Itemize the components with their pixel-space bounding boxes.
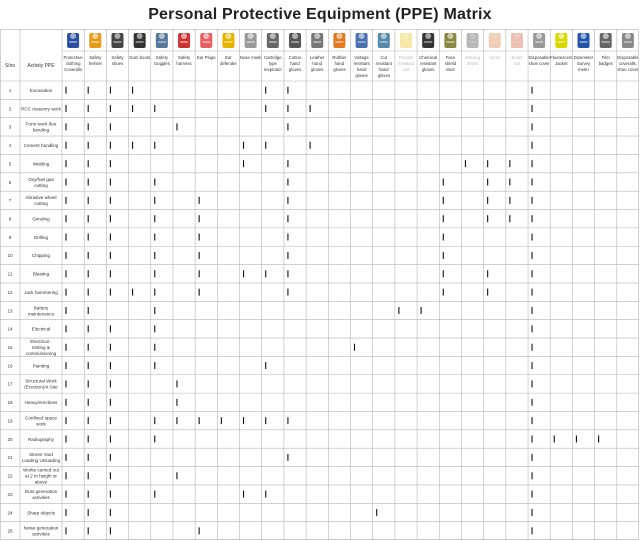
activity-label: Battery maintenance <box>27 305 55 317</box>
respirator-icon <box>267 33 279 48</box>
welding-shield-icon <box>467 33 479 48</box>
row-number: 2 <box>8 106 12 112</box>
face-shield-icon <box>444 33 456 48</box>
activity-label: Abrasive wheel cutting <box>25 195 57 207</box>
activity-label: Radiography <box>27 436 55 442</box>
dust-mask-icon <box>245 33 257 48</box>
activity-label: Confined space work <box>25 415 57 427</box>
leather-gloves-icon <box>311 33 323 48</box>
page-title: Personal Protective Equipment (PPE) Matrix <box>148 6 492 23</box>
ppe-column-label: Chemical resistant gloves <box>419 55 438 72</box>
table-background <box>0 29 639 540</box>
row-number: 9 <box>8 234 12 240</box>
row-number: 24 <box>7 510 13 516</box>
apron-icon <box>489 33 501 48</box>
row-number: 21 <box>7 455 13 461</box>
ppe-column-label: Gum boots <box>129 55 151 60</box>
activity-label: Painting <box>32 363 50 369</box>
row-number: 6 <box>8 179 12 185</box>
suit-icon <box>400 33 412 48</box>
activity-label: Heavy/erections <box>24 400 58 406</box>
row-number: 23 <box>7 491 13 497</box>
row-number: 12 <box>7 289 13 295</box>
ppe-matrix-table <box>0 29 639 540</box>
activity-label: Jack hammering <box>24 289 58 295</box>
activity-label: Stores Yard Loading Unloading <box>21 452 61 464</box>
ppe-column-label: Apron <box>489 55 501 60</box>
row-number: 8 <box>8 216 12 222</box>
ppe-column-label: Leather hand gloves <box>309 55 325 72</box>
row-number: 18 <box>7 400 13 406</box>
rubber-gloves-icon <box>333 33 345 48</box>
row-number: 10 <box>7 253 13 259</box>
ppe-column-label: Rubber hand gloves <box>332 55 347 72</box>
row-number: 5 <box>8 161 12 167</box>
film-badge-icon <box>600 33 612 48</box>
row-number: 19 <box>7 418 13 424</box>
harness-icon <box>178 33 190 48</box>
safety-shoe-icon <box>111 33 123 48</box>
activity-label: Excavation <box>29 87 53 93</box>
ppe-column-label: Safety shoes <box>111 55 124 66</box>
row-number: 13 <box>7 308 13 314</box>
row-number: 1 <box>8 87 12 93</box>
ppe-column-label: Fluorescent Jacket <box>550 55 573 66</box>
row-number: 25 <box>7 528 13 534</box>
activity-label: Drilling <box>33 234 49 240</box>
activity-label: Blasting <box>32 271 50 277</box>
activity-label: Noise generation activities <box>23 525 59 537</box>
activity-label: Dust generation activities <box>24 488 58 500</box>
activity-label: Oxy/fuel gas cutting <box>28 176 54 188</box>
ppe-column-label: Welding Shield <box>464 55 481 66</box>
fluorescent-jacket-icon <box>555 33 567 48</box>
coverall-icon <box>67 33 79 48</box>
activity-label: Welding <box>32 161 50 167</box>
row-number: 20 <box>7 436 13 442</box>
activity-header: Activity PPE <box>27 63 55 69</box>
row-number: 16 <box>7 363 13 369</box>
row-number: 15 <box>7 345 13 351</box>
ppe-column-label: Nose mask <box>239 55 262 60</box>
cotton-gloves-icon <box>289 33 301 48</box>
row-number: 7 <box>8 198 12 204</box>
chemical-gloves-icon <box>422 33 434 48</box>
ear-defender-icon <box>222 33 234 48</box>
row-number: 4 <box>8 143 12 149</box>
ppe-column-label: Boiler suit <box>511 55 523 66</box>
activity-label: RCC masonry work <box>21 106 61 112</box>
row-number: 3 <box>8 124 12 130</box>
row-number: 11 <box>7 271 13 277</box>
ppe-column-label: Ear defender <box>219 55 237 66</box>
ppe-column-label: Safety helmet <box>88 55 102 66</box>
activity-label: Chipping <box>31 253 51 259</box>
ppe-column-label: Dosimeter Survey meter <box>573 55 594 72</box>
activity-label: Structural Work (Erection)At Site <box>24 378 58 390</box>
ppe-column-label: Disposable shoe cover <box>528 55 550 66</box>
row-number: 17 <box>7 381 13 387</box>
ppe-column-label: Disposable coveralls, shoe cover <box>617 55 639 72</box>
sno-header: S/no <box>4 63 16 69</box>
activity-label: Sharp objects <box>26 510 56 516</box>
gumboot-icon <box>134 33 146 48</box>
helmet-icon <box>89 33 101 48</box>
earplug-icon <box>200 33 212 48</box>
matrix-grid <box>0 29 639 540</box>
ppe-column-label: Protective clothing Coveralls <box>63 55 83 72</box>
goggles-icon <box>156 33 168 48</box>
cut-gloves-icon <box>378 33 390 48</box>
ppe-column-label: Voltage resistant hand gloves <box>353 55 370 78</box>
ppe-column-label: Safety Goggles <box>153 55 170 66</box>
disposable-coverall-icon <box>622 33 634 48</box>
activity-label: Cement handling <box>23 143 59 149</box>
ppe-column-label: Cartridge type respirator <box>263 55 282 72</box>
activity-label: Grinding <box>32 216 50 222</box>
voltage-gloves-icon <box>356 33 368 48</box>
ppe-column-label: Ear Plugs <box>196 55 216 60</box>
row-number: 14 <box>7 326 13 332</box>
ppe-column-label: Face shield visor <box>444 55 456 72</box>
activity-label: Form work /bar bending <box>25 121 57 133</box>
dosimeter-icon <box>578 33 590 48</box>
row-number: 22 <box>7 473 13 479</box>
ppe-column-label: Film badges <box>598 55 613 66</box>
boiler-suit-icon <box>511 33 523 48</box>
activity-label: Electrical <box>31 326 51 332</box>
ppe-column-label: Cut resistant hand gloves <box>375 55 392 78</box>
ppe-column-label: Flexible resistant suit <box>397 55 415 72</box>
activity-label: Electrical -testing & commissioning <box>25 339 57 357</box>
activity-label: Works carried out at 2 m height or above <box>23 467 59 485</box>
ppe-column-label: Cotton hand gloves <box>288 55 302 72</box>
shoe-cover-icon <box>533 33 545 48</box>
ppe-column-label: Safety harness <box>176 55 192 66</box>
